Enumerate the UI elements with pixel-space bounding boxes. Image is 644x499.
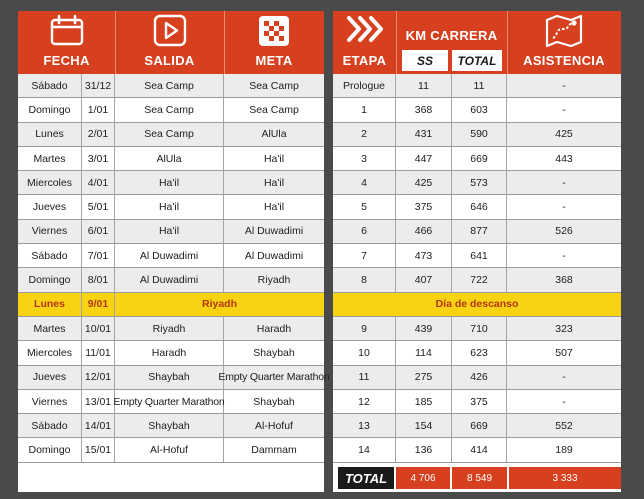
table-row <box>18 123 324 147</box>
table-row <box>333 438 621 462</box>
ss-cell: 439 <box>396 317 452 340</box>
left-rows <box>18 74 330 463</box>
totals-asistencia: 3 333 <box>509 467 621 489</box>
total-cell: 573 <box>452 171 507 194</box>
day-cell: Sábado <box>18 414 82 437</box>
table-row <box>18 98 324 122</box>
meta-cell: AlUla <box>261 128 287 141</box>
total-cell: 11 <box>452 74 507 97</box>
km-carrera-header <box>396 11 508 74</box>
etapa-cell: 8 <box>333 268 396 291</box>
total-km-label: TOTAL <box>452 50 502 71</box>
meta-cell: Al-Hofuf <box>255 419 293 432</box>
date-cell: 4/01 <box>82 171 115 194</box>
table-row <box>333 220 621 244</box>
chevrons-icon <box>345 14 385 44</box>
salida-cell: Empty Quarter Marathon <box>115 390 224 413</box>
day-cell: Miercoles <box>18 341 82 364</box>
meta-cell: Ha'il <box>263 201 285 214</box>
day-cell: Domingo <box>18 268 82 291</box>
salida-cell: Ha'il <box>115 220 224 243</box>
etapa-cell: 12 <box>333 390 396 413</box>
table-row <box>333 244 621 268</box>
etapa-cell: 4 <box>333 171 396 194</box>
asistencia-cell: 189 <box>555 444 573 457</box>
date-cell: 1/01 <box>82 98 115 121</box>
total-cell: 722 <box>452 268 507 291</box>
table-row <box>18 341 324 365</box>
asistencia-cell: - <box>562 371 566 384</box>
table-row <box>18 74 324 98</box>
fecha-header <box>18 11 116 74</box>
total-cell: 426 <box>452 366 507 389</box>
ss-cell: 407 <box>396 268 452 291</box>
asistencia-cell: - <box>562 249 566 262</box>
salida-header <box>115 11 225 74</box>
table-row <box>333 171 621 195</box>
table-row <box>333 366 621 390</box>
meta-cell: Ha'il <box>263 152 285 165</box>
date-cell: 11/01 <box>82 341 115 364</box>
date-cell: 13/01 <box>82 390 115 413</box>
day-cell: Viernes <box>18 390 82 413</box>
day-cell: Domingo <box>18 98 82 121</box>
table-row <box>333 195 621 219</box>
ss-cell: 185 <box>396 390 452 413</box>
salida-label: SALIDA <box>144 53 195 68</box>
day-cell: Sábado <box>18 244 82 267</box>
totals-row <box>333 464 621 492</box>
table-row <box>18 390 324 414</box>
etapa-cell: 13 <box>333 414 396 437</box>
total-cell: 590 <box>452 123 507 146</box>
meta-cell: Al Duwadimi <box>244 249 304 262</box>
ss-cell: 473 <box>396 244 452 267</box>
asistencia-cell: 552 <box>555 419 573 432</box>
total-cell: 669 <box>452 147 507 170</box>
table-row <box>333 390 621 414</box>
play-icon <box>152 14 188 48</box>
etapa-cell: 7 <box>333 244 396 267</box>
salida-cell: Sea Camp <box>115 98 224 121</box>
asistencia-cell: 368 <box>555 274 573 287</box>
table-row <box>333 414 621 438</box>
schedule-table-left <box>18 11 330 492</box>
day-cell: Martes <box>18 147 82 170</box>
meta-cell: Al Duwadimi <box>244 225 304 238</box>
left-header <box>18 11 324 74</box>
total-cell: 603 <box>452 98 507 121</box>
checkered-flag-icon <box>257 14 291 48</box>
ss-cell: 375 <box>396 195 452 218</box>
total-cell: 669 <box>452 414 507 437</box>
day-cell: Jueves <box>18 195 82 218</box>
table-row <box>333 317 621 341</box>
date-cell: 3/01 <box>82 147 115 170</box>
ss-cell: 154 <box>396 414 452 437</box>
meta-label: META <box>255 53 293 68</box>
date-cell: 8/01 <box>82 268 115 291</box>
salida-cell: Haradh <box>115 341 224 364</box>
rest-day-row <box>333 293 621 317</box>
etapa-cell: 5 <box>333 195 396 218</box>
right-header <box>333 11 621 74</box>
table-row <box>18 317 324 341</box>
schedule-table-right <box>333 11 621 492</box>
table-row <box>333 268 621 292</box>
salida-cell: AlUla <box>115 147 224 170</box>
total-cell: 646 <box>452 195 507 218</box>
ss-cell: 275 <box>396 366 452 389</box>
ss-cell: 425 <box>396 171 452 194</box>
salida-cell: Shaybah <box>115 414 224 437</box>
calendar-icon <box>48 14 86 46</box>
ss-label: SS <box>402 50 448 71</box>
ss-cell: 11 <box>396 74 452 97</box>
etapa-cell: 14 <box>333 438 396 461</box>
table-row <box>18 366 330 390</box>
ss-cell: 114 <box>396 341 452 364</box>
day-cell: Domingo <box>18 438 82 461</box>
salida-cell: Ha'il <box>115 195 224 218</box>
totals-label: TOTAL <box>338 467 394 489</box>
table-row <box>18 220 324 244</box>
asistencia-cell: 443 <box>555 152 573 165</box>
meta-cell: Haradh <box>256 322 292 335</box>
salida-cell: Riyadh <box>115 317 224 340</box>
ss-cell: 447 <box>396 147 452 170</box>
totals-ss: 4 706 <box>396 467 450 489</box>
left-total-spacer <box>18 464 324 492</box>
total-cell: 414 <box>452 438 507 461</box>
total-cell: 710 <box>452 317 507 340</box>
meta-cell: Shaybah <box>253 346 295 359</box>
asistencia-cell: - <box>562 395 566 408</box>
salida-cell: Al Duwadimi <box>115 244 224 267</box>
meta-cell: Shaybah <box>253 395 295 408</box>
etapa-label: ETAPA <box>342 53 387 68</box>
meta-cell: Sea Camp <box>249 103 299 116</box>
ss-cell: 136 <box>396 438 452 461</box>
rest-location-cell: Riyadh <box>201 298 237 311</box>
right-rows <box>333 74 621 463</box>
table-row <box>18 268 324 292</box>
etapa-header <box>333 11 397 74</box>
table-row <box>18 414 324 438</box>
day-cell: Jueves <box>18 366 82 389</box>
date-cell: 15/01 <box>82 438 115 461</box>
meta-cell: Empty Quarter Marathon <box>218 371 330 384</box>
etapa-cell: 9 <box>333 317 396 340</box>
rest-day-label: Día de descanso <box>435 298 519 311</box>
total-cell: 641 <box>452 244 507 267</box>
table-row <box>333 74 621 98</box>
asistencia-cell: - <box>562 103 566 116</box>
table-row <box>333 341 621 365</box>
day-cell: Viernes <box>18 220 82 243</box>
salida-cell: Sea Camp <box>115 123 224 146</box>
asistencia-cell: - <box>562 201 566 214</box>
meta-cell: Ha'il <box>263 176 285 189</box>
date-cell: 14/01 <box>82 414 115 437</box>
etapa-cell: 11 <box>333 366 396 389</box>
fecha-label: FECHA <box>43 53 90 68</box>
day-cell: Sábado <box>18 74 82 97</box>
table-row <box>18 171 324 195</box>
etapa-cell: 3 <box>333 147 396 170</box>
ss-cell: 466 <box>396 220 452 243</box>
total-cell: 375 <box>452 390 507 413</box>
meta-cell: Riyadh <box>257 274 291 287</box>
date-cell: 7/01 <box>82 244 115 267</box>
etapa-cell: Prologue <box>333 74 396 97</box>
table-row <box>333 98 621 122</box>
salida-cell: Sea Camp <box>115 74 224 97</box>
salida-cell: Ha'il <box>115 171 224 194</box>
etapa-cell: 1 <box>333 98 396 121</box>
date-cell: 10/01 <box>82 317 115 340</box>
table-row <box>18 244 324 268</box>
asistencia-header <box>507 11 621 74</box>
day-cell: Lunes <box>18 123 82 146</box>
asistencia-cell: 526 <box>555 225 573 238</box>
etapa-cell: 6 <box>333 220 396 243</box>
date-cell: 6/01 <box>82 220 115 243</box>
total-cell: 623 <box>452 341 507 364</box>
asistencia-cell: 323 <box>555 322 573 335</box>
asistencia-cell: 425 <box>555 128 573 141</box>
ss-cell: 431 <box>396 123 452 146</box>
salida-cell: Shaybah <box>115 366 224 389</box>
etapa-cell: 2 <box>333 123 396 146</box>
salida-cell: Al-Hofuf <box>115 438 224 461</box>
day-cell: Miercoles <box>18 171 82 194</box>
meta-header <box>224 11 324 74</box>
table-row <box>18 438 324 462</box>
table-row <box>18 147 324 171</box>
total-cell: 877 <box>452 220 507 243</box>
table-row <box>18 195 324 219</box>
table-row <box>333 123 621 147</box>
date-cell: 9/01 <box>82 293 115 316</box>
route-map-icon <box>544 14 584 48</box>
etapa-cell: 10 <box>333 341 396 364</box>
date-cell: 12/01 <box>82 366 115 389</box>
date-cell: 31/12 <box>82 74 115 97</box>
date-cell: 5/01 <box>82 195 115 218</box>
asistencia-cell: - <box>562 79 566 92</box>
meta-cell: Dammam <box>251 444 297 457</box>
rest-day-row <box>18 293 324 317</box>
ss-cell: 368 <box>396 98 452 121</box>
meta-cell: Sea Camp <box>249 79 299 92</box>
date-cell: 2/01 <box>82 123 115 146</box>
table-row <box>333 147 621 171</box>
asistencia-cell: - <box>562 176 566 189</box>
day-cell: Martes <box>18 317 82 340</box>
asistencia-cell: 507 <box>555 346 573 359</box>
km-carrera-label: KM CARRERA <box>405 28 498 43</box>
day-cell: Lunes <box>18 293 82 316</box>
totals-total: 8 549 <box>452 467 507 489</box>
salida-cell: Al Duwadimi <box>115 268 224 291</box>
asistencia-label: ASISTENCIA <box>523 53 605 68</box>
